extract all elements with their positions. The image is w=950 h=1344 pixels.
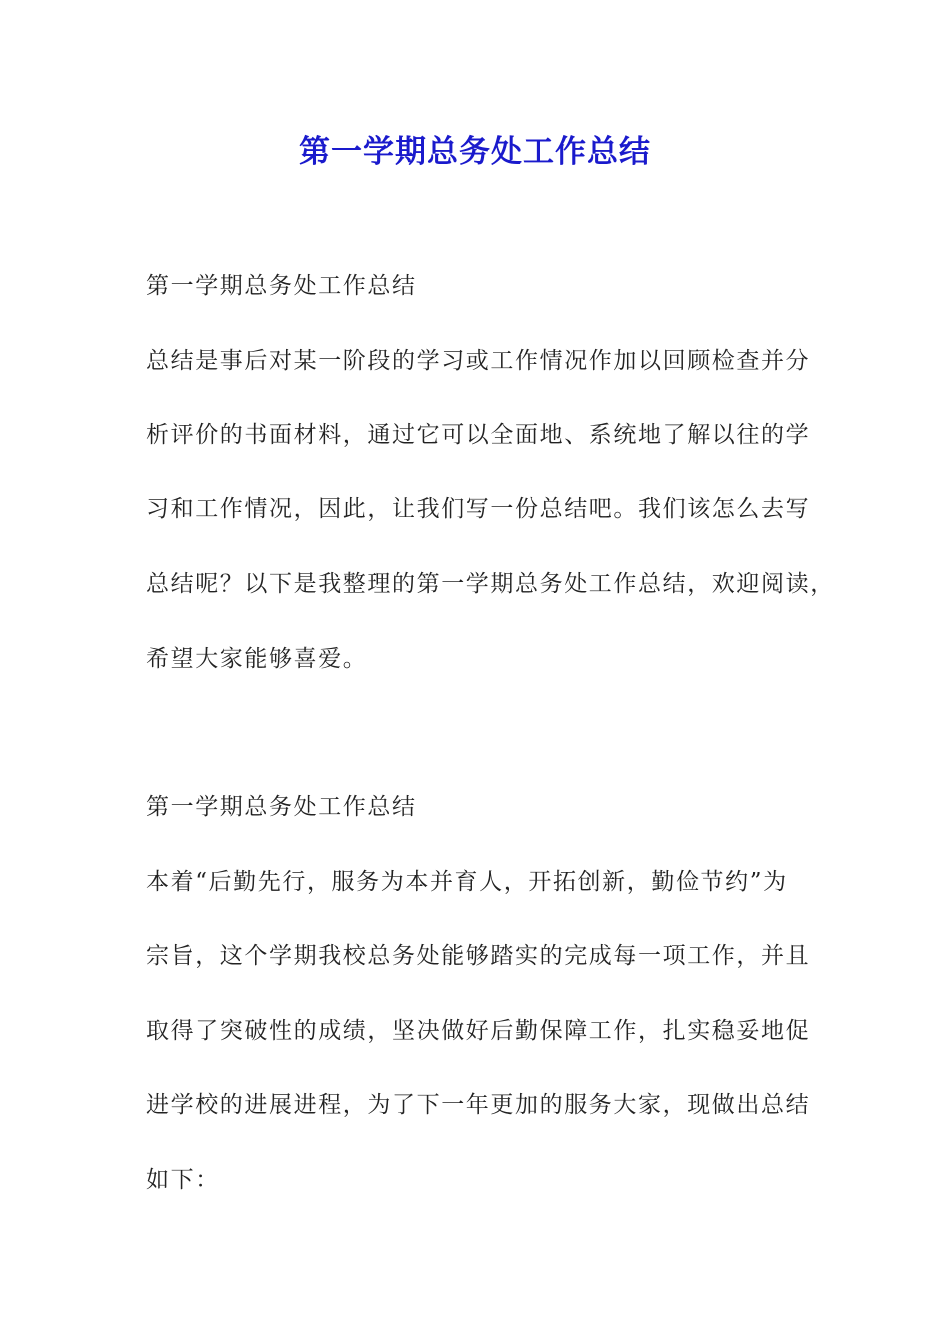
section-1-heading: 第一学期总务处工作总结 (146, 273, 417, 299)
section-1-line-3: 习和工作情况，因此，让我们写一份总结吧。我们该怎么去写 (146, 496, 811, 522)
document-title: 第一学期总务处工作总结 (299, 134, 651, 170)
section-2-line-2: 宗旨，这个学期我校总务处能够踏实的完成每一项工作，并且 (146, 943, 811, 969)
section-1-line-2: 析评价的书面材料，通过它可以全面地、系统地了解以往的学 (146, 422, 811, 448)
section-1-line-1: 总结是事后对某一阶段的学习或工作情况作加以回顾检查并分 (146, 348, 811, 374)
section-2-line-1: 本着“后勤先行，服务为本并育人，开拓创新，勤俭节约”为 (146, 869, 788, 895)
section-2-heading: 第一学期总务处工作总结 (146, 794, 417, 820)
section-2-line-3: 取得了突破性的成绩，坚决做好后勤保障工作，扎实稳妥地促 (146, 1018, 811, 1044)
section-1-line-4: 总结呢？以下是我整理的第一学期总务处工作总结，欢迎阅读， (146, 571, 835, 597)
section-2-line-4: 进学校的进展进程，为了下一年更加的服务大家，现做出总结 (146, 1092, 811, 1118)
section-1-line-5: 希望大家能够喜爱。 (146, 646, 368, 672)
section-2-line-5: 如下： (146, 1167, 220, 1193)
